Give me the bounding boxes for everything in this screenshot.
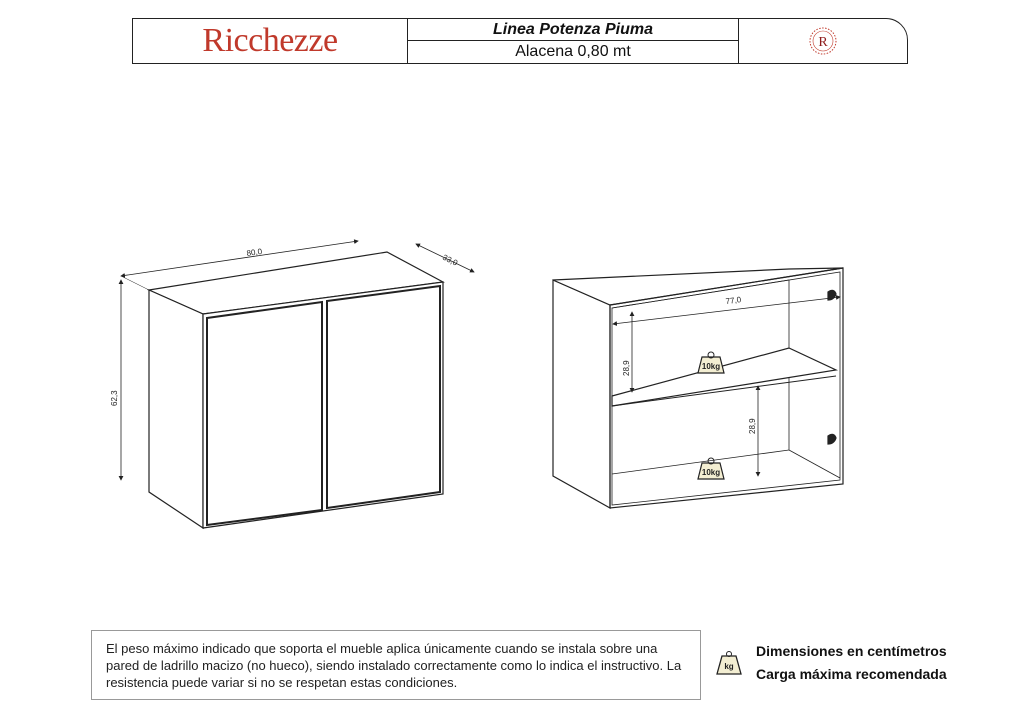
inner-width-label: 77,0: [725, 295, 742, 306]
height-dimension: [110, 280, 121, 480]
weight-icon: [714, 650, 744, 676]
bottom-load-label: 10kg: [701, 468, 721, 477]
shelf-load-label: 10kg: [701, 362, 721, 371]
shelf-load-badge: [698, 352, 724, 373]
weight-icon-label: kg: [724, 662, 734, 671]
product-name: Alacena 0,80 mt: [515, 43, 631, 60]
width-label: 80,0: [246, 246, 263, 258]
lower-clearance-dimension: [748, 386, 758, 476]
bottom-load-badge: [698, 458, 724, 479]
upper-clearance-label: 28,9: [622, 360, 631, 376]
lower-hinge-icon: [828, 434, 836, 444]
seal-letter: R: [818, 35, 828, 50]
brand-logo: Ricchezze: [202, 22, 338, 59]
legend-dimensions-text: Dimensiones en centímetros: [756, 643, 947, 659]
depth-label: 33,0: [441, 252, 460, 268]
legend-load-text: Carga máxima recomendada: [756, 666, 947, 682]
height-label: 62,3: [110, 390, 119, 406]
load-disclaimer: El peso máximo indicado que soporta el mueble aplica únicamente cuando se instala sobre una pared de ladrillo macizo (no hueco), siendo instalado correctamente como lo indica el instructivo. La resistencia puede variar si no se respetan estas condiciones.: [91, 630, 701, 700]
closed-cabinet-view: [149, 252, 443, 528]
lower-clearance-label: 28,9: [748, 418, 757, 434]
depth-dimension: [416, 244, 474, 272]
upper-clearance-dimension: [622, 312, 632, 392]
product-line-name: Linea Potenza Piuma: [408, 19, 738, 41]
legend: [712, 640, 972, 690]
open-cabinet-view: [553, 268, 843, 508]
